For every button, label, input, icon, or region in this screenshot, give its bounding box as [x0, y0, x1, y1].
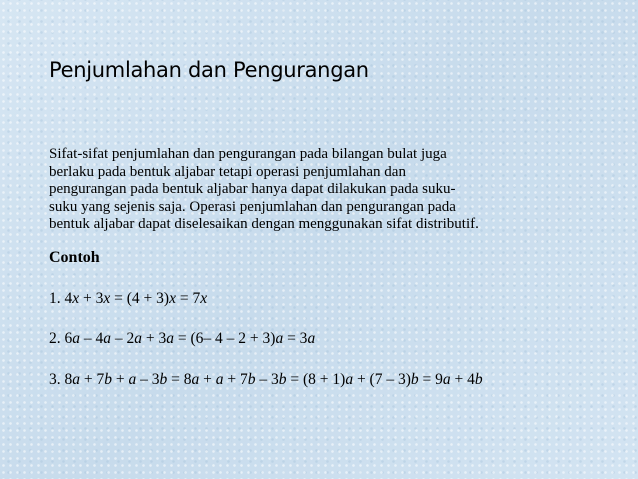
paragraph-line: Sifat-sifat penjumlahan dan pengurangan pada bilangan bulat juga — [49, 146, 447, 162]
example-2: 2. 6a – 4a – 2a + 3a = (6– 4 – 2 + 3)a = 3a — [49, 330, 316, 347]
body-paragraph — [49, 146, 629, 234]
paragraph-line: pengurangan pada bentuk aljabar hanya dapat dilakukan pada suku- — [49, 181, 456, 198]
slide-title: Penjumlahan dan Pengurangan — [49, 58, 369, 82]
paragraph-line: suku yang sejenis saja. Operasi penjumlahan dan pengurangan pada — [49, 198, 456, 215]
paragraph-line: bentuk aljabar dapat diselesaikan dengan menggunakan sifat distributif. — [49, 216, 479, 233]
example-1: 1. 4x + 3x = (4 + 3)x = 7x — [49, 290, 208, 307]
example-3: 3. 8a + 7b + a – 3b = 8a + a + 7b – 3b = (8 + 1)a + (7 – 3)b = 9a + 4b — [49, 371, 483, 388]
paragraph-line: berlaku pada bentuk aljabar tetapi operasi penjumlahan dan — [49, 163, 406, 180]
example-heading: Contoh — [49, 249, 100, 266]
